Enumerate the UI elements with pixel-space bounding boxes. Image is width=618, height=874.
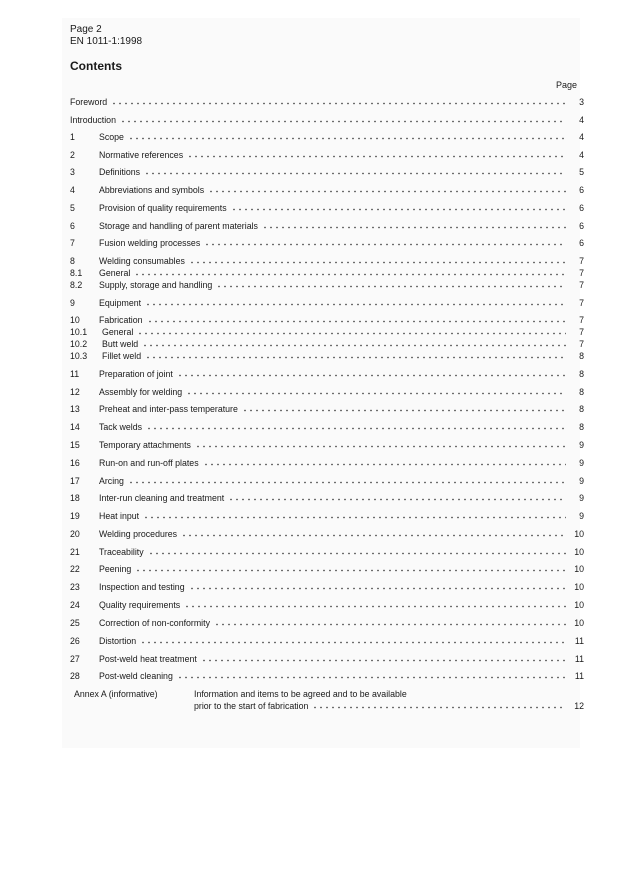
dot-leader: [189, 261, 566, 264]
toc-page-number: 9: [579, 493, 584, 503]
toc-page-number: 11: [574, 654, 584, 664]
toc-page-number: 6: [579, 221, 584, 231]
toc-page-number: 8: [579, 404, 584, 414]
toc-row[interactable]: [70, 114, 584, 126]
dot-leader: [262, 226, 566, 229]
toc-title: Correction of non-conformity: [99, 618, 210, 628]
dot-leader: [216, 285, 566, 288]
dot-leader: [128, 137, 566, 140]
toc-title: Preparation of joint: [99, 369, 173, 379]
toc-title: Heat input: [99, 511, 140, 521]
toc-page-number: 10: [574, 618, 584, 628]
toc-row[interactable]: [70, 670, 584, 682]
toc-page-number: 5: [579, 167, 584, 177]
toc-row[interactable]: [70, 220, 584, 232]
toc-title: Welding consumables: [99, 256, 185, 266]
contents-heading: Contents: [70, 59, 122, 73]
toc-title: Assembly for welding: [99, 387, 183, 397]
toc-title: Tack welds: [99, 422, 143, 432]
annex-label: Annex A (informative): [74, 689, 158, 699]
toc-section-number: 23: [70, 582, 80, 592]
toc-section-number: 12: [70, 387, 80, 397]
toc-section-number: 10.2: [70, 339, 88, 349]
toc-title: Arcing: [99, 476, 124, 486]
dot-leader: [143, 516, 566, 519]
toc-row[interactable]: [70, 297, 584, 309]
toc-title: Provision of quality requirements: [99, 203, 227, 213]
dot-leader: [142, 344, 566, 347]
toc-title: Supply, storage and handling: [99, 280, 213, 290]
toc-title: General: [99, 268, 131, 278]
toc-section-number: 3: [70, 167, 75, 177]
toc-section-number: 7: [70, 238, 75, 248]
toc-page-number: 4: [579, 150, 584, 160]
toc-row[interactable]: [70, 528, 584, 540]
toc-row[interactable]: [70, 255, 584, 267]
dot-leader: [204, 243, 566, 246]
toc-row[interactable]: [70, 563, 584, 575]
toc-page-number: 8: [579, 422, 584, 432]
dot-leader: [144, 172, 566, 175]
toc-row[interactable]: [70, 279, 584, 291]
toc-section-number: 26: [70, 636, 80, 646]
toc-section-number: 21: [70, 547, 80, 557]
toc-page-number: 7: [579, 327, 584, 337]
toc-page-number: 6: [579, 203, 584, 213]
toc-title: Traceability: [99, 547, 144, 557]
dot-leader: [242, 409, 566, 412]
toc-page-number: 8: [579, 387, 584, 397]
toc-section-number: 6: [70, 221, 75, 231]
toc-page-number: 10: [574, 547, 584, 557]
toc-row[interactable]: [70, 184, 584, 196]
toc-section-number: 14: [70, 422, 80, 432]
toc-title: Inter-run cleaning and treatment: [99, 493, 225, 503]
toc-row[interactable]: [70, 386, 584, 398]
toc-row[interactable]: [70, 617, 584, 629]
toc-title: General: [102, 327, 134, 337]
toc-title: Peening: [99, 564, 132, 574]
dot-leader: [203, 463, 566, 466]
toc-row[interactable]: [70, 403, 584, 415]
toc-page-number: 11: [574, 636, 584, 646]
toc-section-number: 16: [70, 458, 80, 468]
toc-title: Run-on and run-off plates: [99, 458, 199, 468]
dot-leader: [145, 303, 566, 306]
toc-page-number: 10: [574, 582, 584, 592]
toc-row[interactable]: [70, 421, 584, 433]
toc-page-number: 7: [579, 315, 584, 325]
dot-leader: [140, 641, 566, 644]
toc-page-number: 4: [579, 115, 584, 125]
dot-leader: [147, 320, 566, 323]
toc-section-number: 5: [70, 203, 75, 213]
dot-leader: [135, 569, 566, 572]
dot-leader: [111, 102, 566, 105]
toc-row[interactable]: [70, 368, 584, 380]
toc-page-number: 7: [579, 256, 584, 266]
toc-row[interactable]: [70, 166, 584, 178]
dot-leader: [189, 587, 566, 590]
toc-row[interactable]: [70, 314, 584, 326]
toc-row[interactable]: [70, 635, 584, 647]
toc-title: Storage and handling of parent materials: [99, 221, 258, 231]
dot-leader: [214, 623, 566, 626]
toc-section-number: 10: [70, 315, 80, 325]
toc-page-number: 7: [579, 268, 584, 278]
toc-title: Fillet weld: [102, 351, 142, 361]
toc-section-number: 22: [70, 564, 80, 574]
toc-page-number: 6: [579, 185, 584, 195]
page-number-header: Page 2: [70, 24, 102, 35]
toc-section-number: 8.2: [70, 280, 83, 290]
toc-page-number: 3: [579, 97, 584, 107]
toc-section-number: 25: [70, 618, 80, 628]
toc-row[interactable]: [70, 599, 584, 611]
toc-section-number: 17: [70, 476, 80, 486]
toc-row[interactable]: [70, 653, 584, 665]
toc-page-number: 9: [579, 440, 584, 450]
toc-page-number: 9: [579, 511, 584, 521]
toc-page-number: 7: [579, 298, 584, 308]
toc-page-number: 7: [579, 280, 584, 290]
toc-section-number: 8.1: [70, 268, 83, 278]
toc-page-number: 11: [574, 671, 584, 681]
toc-row[interactable]: [70, 581, 584, 593]
toc-section-number: 20: [70, 529, 80, 539]
toc-title: Post-weld cleaning: [99, 671, 173, 681]
toc-row[interactable]: [70, 546, 584, 558]
toc-section-number: 1: [70, 132, 75, 142]
dot-leader: [231, 208, 566, 211]
toc-page-number: 8: [579, 369, 584, 379]
toc-row[interactable]: [70, 326, 584, 338]
toc-page-number: 4: [579, 132, 584, 142]
page-column-label: Page: [556, 80, 578, 90]
toc-section-number: 18: [70, 493, 80, 503]
dot-leader: [148, 552, 566, 555]
toc-title: Abbreviations and symbols: [99, 185, 205, 195]
toc-section-number: 24: [70, 600, 80, 610]
toc-section-number: 9: [70, 298, 75, 308]
annex-title-row: [194, 700, 584, 712]
annex-page: 12: [574, 701, 584, 711]
toc-title: Quality requirements: [99, 600, 181, 610]
dot-leader: [228, 498, 566, 501]
dot-leader: [177, 374, 566, 377]
toc-row[interactable]: [70, 492, 584, 504]
toc-page-number: 8: [579, 351, 584, 361]
toc-page-number: 9: [579, 458, 584, 468]
toc-title: Fabrication: [99, 315, 143, 325]
dot-leader: [195, 445, 566, 448]
toc-title: Equipment: [99, 298, 142, 308]
toc-title: Welding procedures: [99, 529, 178, 539]
toc-title: Foreword: [70, 97, 108, 107]
toc-title: Fusion welding processes: [99, 238, 201, 248]
toc-title: Introduction: [70, 115, 116, 125]
toc-row[interactable]: [70, 338, 584, 350]
toc-title: Temporary attachments: [99, 440, 191, 450]
toc-section-number: 13: [70, 404, 80, 414]
dot-leader: [134, 273, 566, 276]
dot-leader: [128, 481, 566, 484]
toc-page-number: 10: [574, 600, 584, 610]
standard-number: EN 1011-1:1998: [70, 36, 143, 47]
toc-row[interactable]: [70, 457, 584, 469]
toc-page-number: 6: [579, 238, 584, 248]
toc-section-number: 2: [70, 150, 75, 160]
toc-row[interactable]: [70, 131, 584, 143]
toc-row[interactable]: [70, 202, 584, 214]
dot-leader: [120, 120, 566, 123]
toc-page-number: 10: [574, 529, 584, 539]
dot-leader: [208, 190, 566, 193]
toc-row[interactable]: [70, 96, 584, 108]
toc-row[interactable]: [70, 439, 584, 451]
toc-title: Preheat and inter-pass temperature: [99, 404, 238, 414]
toc-row[interactable]: [70, 350, 584, 362]
toc-row[interactable]: [70, 267, 584, 279]
annex-title-line1: Information and items to be agreed and to be available: [194, 689, 407, 699]
dot-leader: [181, 534, 566, 537]
dot-leader: [137, 332, 566, 335]
annex-title-line2: prior to the start of fabrication: [194, 701, 309, 711]
toc-row[interactable]: [70, 149, 584, 161]
toc-title: Normative references: [99, 150, 184, 160]
dot-leader: [187, 155, 566, 158]
dot-leader: [145, 356, 566, 359]
toc-title: Butt weld: [102, 339, 139, 349]
toc-row[interactable]: [70, 237, 584, 249]
toc-section-number: 19: [70, 511, 80, 521]
toc-section-number: 27: [70, 654, 80, 664]
dot-leader: [184, 605, 566, 608]
dot-leader: [201, 659, 566, 662]
toc-page-number: 7: [579, 339, 584, 349]
annex-entry[interactable]: [74, 688, 584, 714]
toc-title: Scope: [99, 132, 124, 142]
toc-section-number: 11: [70, 369, 80, 379]
dot-leader: [146, 427, 566, 430]
toc-section-number: 10.1: [70, 327, 88, 337]
toc-page-number: 9: [579, 476, 584, 486]
toc-title: Inspection and testing: [99, 582, 185, 592]
toc-title: Post-weld heat treatment: [99, 654, 197, 664]
toc-section-number: 8: [70, 256, 75, 266]
toc-row[interactable]: [70, 510, 584, 522]
toc-title: Definitions: [99, 167, 141, 177]
toc-section-number: 4: [70, 185, 75, 195]
toc-title: Distortion: [99, 636, 137, 646]
dot-leader: [177, 676, 566, 679]
dot-leader: [186, 392, 566, 395]
toc-section-number: 28: [70, 671, 80, 681]
toc-section-number: 10.3: [70, 351, 88, 361]
toc-page-number: 10: [574, 564, 584, 574]
dot-leader: [312, 706, 566, 709]
toc-section-number: 15: [70, 440, 80, 450]
toc-row[interactable]: [70, 475, 584, 487]
